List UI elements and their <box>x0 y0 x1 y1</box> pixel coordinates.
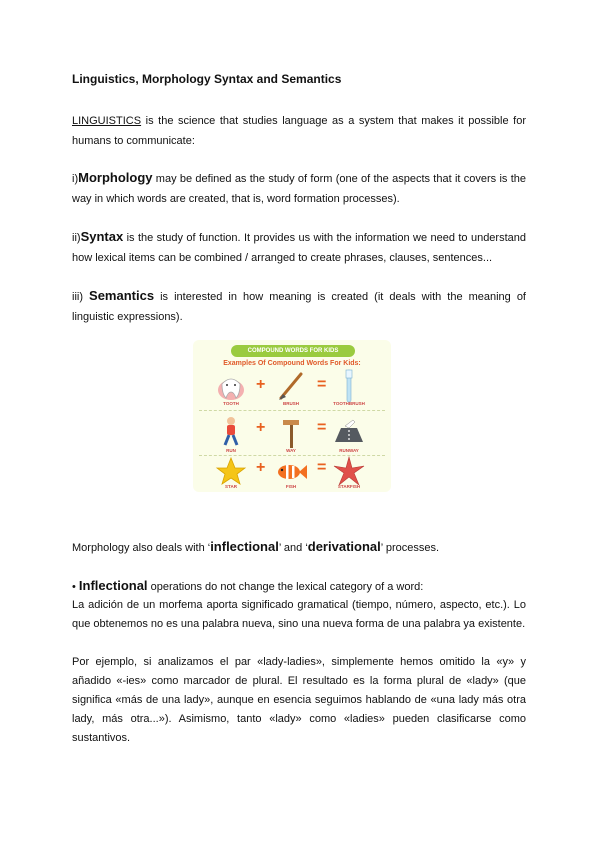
syntax-text: is the study of function. It provides us with the information we need to understand how lexical items can be combined / arranged to create phrases, clauses, sentences... <box>72 232 526 264</box>
runner-icon <box>211 412 251 452</box>
caption-tooth: TOOTH <box>223 401 239 406</box>
caption-brush: BRUSH <box>282 401 299 406</box>
inflectional-heading <box>72 576 526 597</box>
linguistics-term: LINGUISTICS <box>72 115 142 127</box>
equals-sign-2: = <box>317 419 327 436</box>
page-title: Linguistics, Morphology Syntax and Semantics <box>72 72 342 86</box>
inflectional-term: inflectional <box>210 539 279 554</box>
linguistics-paragraph <box>72 111 526 151</box>
toothbrush-icon <box>329 366 369 406</box>
inflectional-paragraph-2: Por ejemplo, si analizamos el par «lady-ladies», simplemente hemos omitido la «y» y añadido «-ies» como marcador de plural. El resultado es la forma plural de «lady» (que significa «más de una lady», aunque en esencia seguimos hablando de «una lady más otra lady, más otra...»). Asimismo, tanto «lady» como «ladies» pueden clasificarse como sustantivos. <box>72 656 526 744</box>
plus-sign-1: + <box>256 376 266 393</box>
runway-icon <box>329 412 369 452</box>
equals-sign-1: = <box>317 376 327 393</box>
caption-runway: RUNWAY <box>339 448 359 453</box>
morphology-paragraph <box>72 168 526 209</box>
morphology-term: Morphology <box>78 170 153 185</box>
signpost-icon <box>271 412 311 452</box>
inflectional-paragraph-1: La adición de un morfema aporta significado gramatical (tiempo, número, aspecto, etc.). Lo que obtenemos no es una palabra nueva, sino una nueva forma de una palabra ya existente. <box>72 599 526 630</box>
syntax-paragraph <box>72 227 526 268</box>
morphology-prefix: i) <box>72 173 79 185</box>
processes-paragraph <box>72 537 526 558</box>
plus-sign-2: + <box>256 419 266 436</box>
semantics-prefix: iii) <box>72 291 90 303</box>
caption-fish: FISH <box>285 484 297 489</box>
brush-icon <box>271 366 311 406</box>
syntax-term: Syntax <box>80 229 124 244</box>
caption-star: STAR <box>225 484 237 489</box>
morphology-text: may be defined as the study of form (one of the aspects that it covers is the way in which words are created, that is, word formation processes). <box>72 173 526 205</box>
figure-heading: Examples Of Compound Words For Kids: <box>223 360 361 367</box>
linguistics-text: is the science that studies language as a system that makes it possible for humans to communicate: <box>72 115 526 147</box>
processes-intro: Morphology also deals with ‘ <box>72 542 211 554</box>
plus-sign-3: + <box>256 459 266 476</box>
inflectional-heading-term: Inflectional <box>78 578 148 593</box>
equals-sign-3: = <box>317 459 327 476</box>
bullet: • <box>72 581 79 593</box>
semantics-paragraph <box>72 286 526 327</box>
caption-way: WAY <box>286 448 296 453</box>
processes-end: ’ processes. <box>380 542 440 554</box>
semantics-text: is interested in how meaning is created (it deals with the meaning of linguistic expressions). <box>72 291 526 323</box>
derivational-term: derivational <box>307 539 381 554</box>
caption-run: RUN <box>226 448 236 453</box>
inflectional-heading-text: operations do not change the lexical category of a word: <box>147 581 424 593</box>
caption-starfish: STARFISH <box>337 484 361 489</box>
processes-mid: ’ and ‘ <box>278 542 308 554</box>
caption-toothbrush: TOOTHBRUSH <box>333 401 365 406</box>
figure-divider-1 <box>199 410 385 411</box>
figure-banner: COMPOUND WORDS FOR KIDS <box>231 345 355 357</box>
tooth-icon <box>211 366 251 406</box>
syntax-prefix: ii) <box>72 232 81 244</box>
semantics-term: Semantics <box>89 288 155 303</box>
compound-words-figure <box>193 340 391 492</box>
